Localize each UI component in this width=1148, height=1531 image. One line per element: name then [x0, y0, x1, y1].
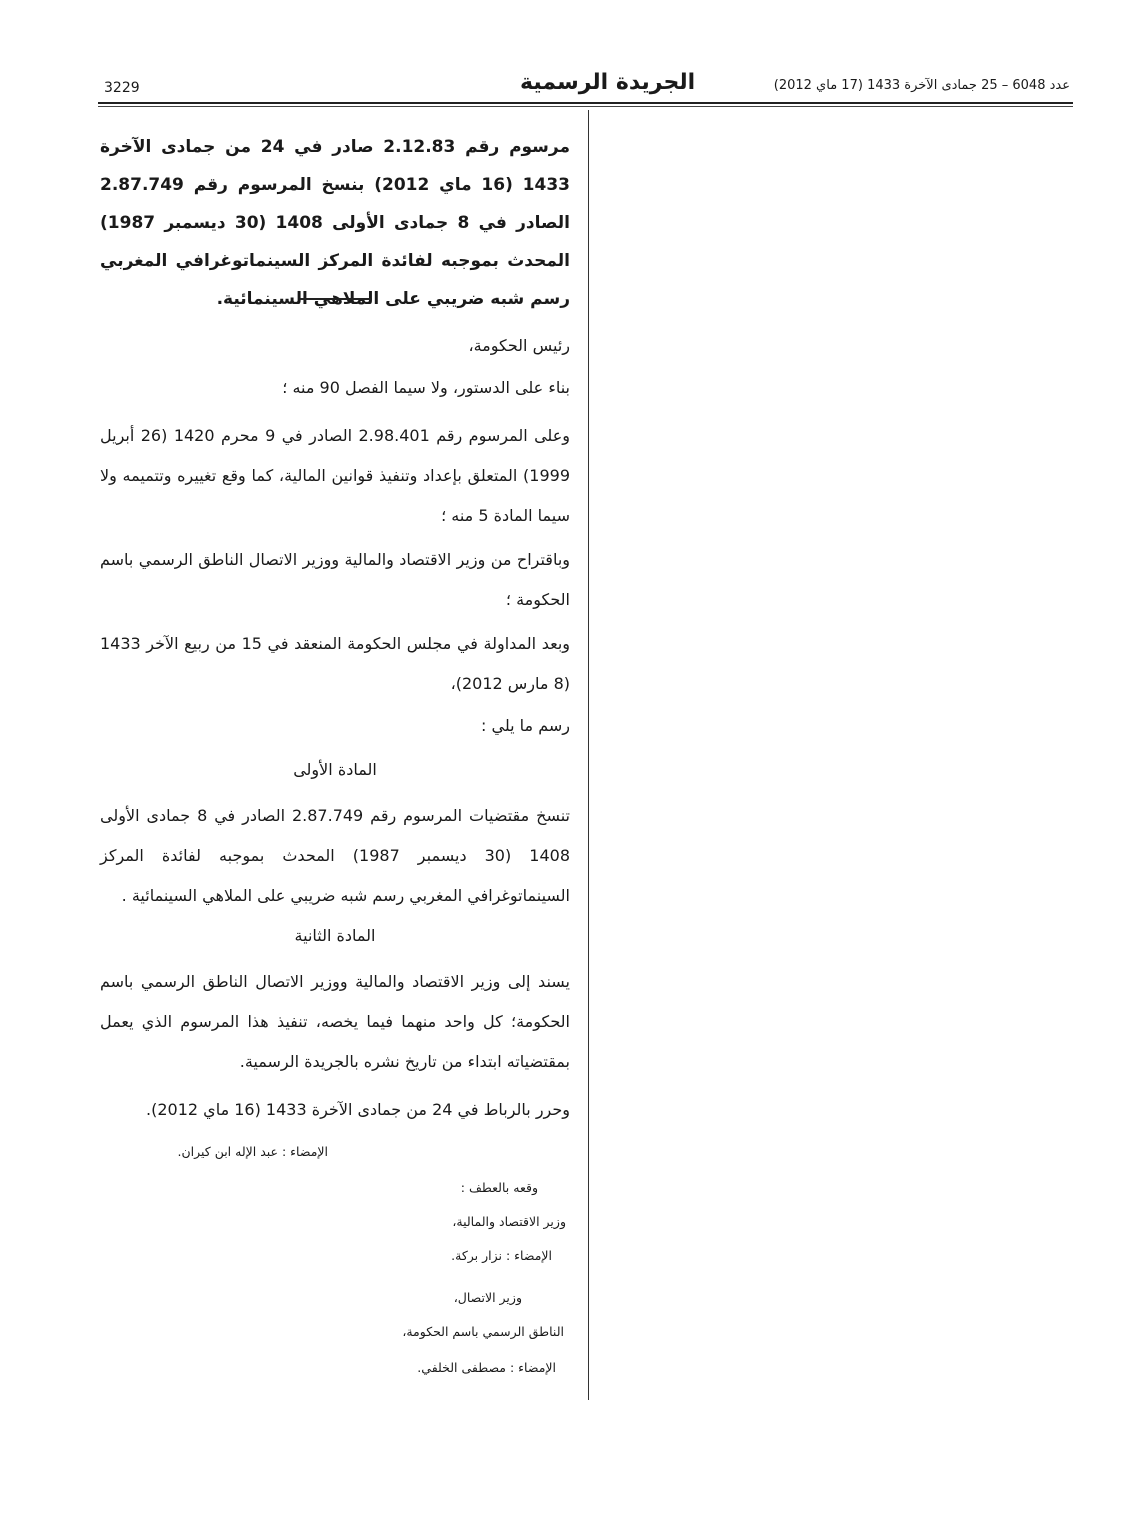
header-rule [98, 102, 1073, 104]
countersigned-label: وقعه بالعطف : [460, 1180, 538, 1195]
minister-communication-role: الناطق الرسمي باسم الحكومة، [402, 1324, 564, 1339]
issue-info: عدد 6048 – 25 جمادى الآخرة 1433 (17 ماي 2012) [773, 78, 1070, 93]
article-1-text: تنسخ مقتضيات المرسوم رقم 2.87.749 الصادر في 8 جمادى الأولى 1408 (30 ديسمبر 1987) المحدث بموجبه لفائدة المركز السينماتوغرافي المغربي رسم شبه ضريبي على الملاهي السينمائية . [100, 806, 571, 905]
article-2-heading: المادة الثانية [294, 926, 376, 945]
column-divider [588, 110, 589, 1400]
opening-line: رئيس الحكومة، [468, 336, 570, 355]
header-rule-thin [98, 106, 1073, 107]
signature-head-of-government: الإمضاء : عبد الإله ابن كيران. [177, 1144, 328, 1159]
preamble-deliberation: وبعد المداولة في مجلس الحكومة المنعقد في 15 من ربيع الآخر 1433 (8 مارس 2012)، [100, 634, 571, 693]
decree-enacting: رسم ما يلي : [481, 716, 570, 735]
preamble-proposal: وباقتراح من وزير الاقتصاد والمالية ووزير الاتصال الناطق الرسمي باسم الحكومة ؛ [100, 550, 570, 609]
preamble-constitution: بناء على الدستور، ولا سيما الفصل 90 منه ؛ [282, 378, 570, 397]
minister-communication-title: وزير الاتصال، [453, 1290, 522, 1305]
article-2-text: يسند إلى وزير الاقتصاد والمالية ووزير الاتصال الناطق الرسمي باسم الحكومة؛ كل واحد منهما فيما يخصه، تنفيذ هذا المرسوم الذي يعمل بمقتضياته ابتداء من تاريخ نشره بالجريدة الرسمية. [100, 972, 570, 1071]
decree-title: مرسوم رقم 2.12.83 صادر في 24 من جمادى الآخرة 1433 (16 ماي 2012) بنسخ المرسوم رقم 2.87.749 الصادر في 8 جمادى الأولى 1408 (30 ديسمبر 1987) المحدث بموجبه لفائدة المركز السينماتوغرافي المغربي رسم شبه ضريبي على الملاهي السينمائية. [100, 137, 571, 309]
minister-finance-title: وزير الاقتصاد والمالية، [452, 1214, 566, 1229]
minister-finance-signature: الإمضاء : نزار بركة. [451, 1248, 552, 1263]
page-number: 3229 [104, 80, 140, 96]
minister-communication-signature: الإمضاء : مصطفى الخلفي. [417, 1360, 556, 1375]
gazette-title: الجريدة الرسمية [520, 70, 696, 95]
article-1-heading: المادة الأولى [293, 760, 377, 779]
done-at: وحرر بالرباط في 24 من جمادى الآخرة 1433 (16 ماي 2012). [146, 1100, 570, 1119]
preamble-finance-law: وعلى المرسوم رقم 2.98.401 الصادر في 9 محرم 1420 (26 أبريل 1999) المتعلق بإعداد وتنفيذ قوانين المالية، كما وقع تغييره وتتميمه ولا سيما المادة 5 منه ؛ [100, 426, 570, 525]
title-separator [300, 298, 372, 300]
